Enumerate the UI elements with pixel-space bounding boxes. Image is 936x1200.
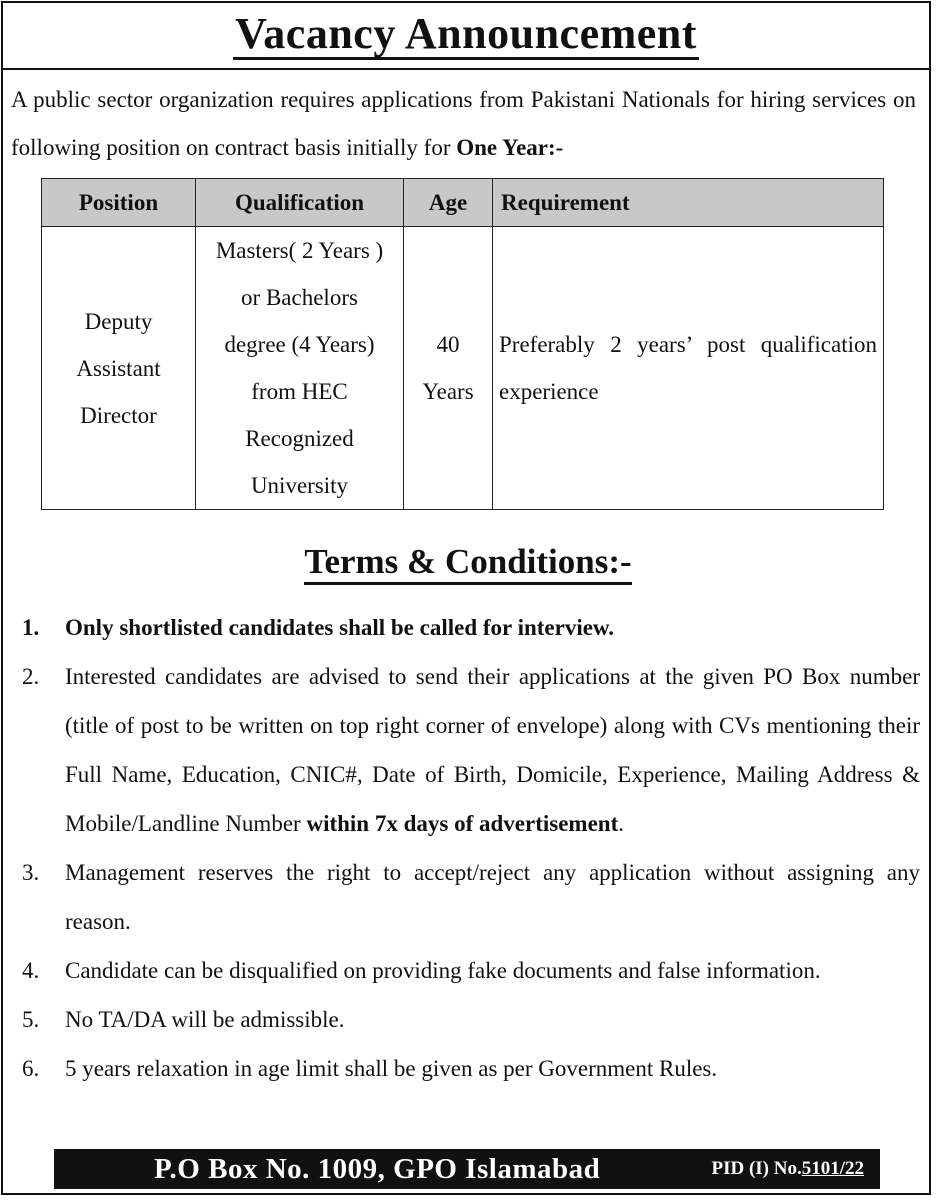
term-text [65, 652, 920, 848]
vacancy-table [41, 178, 884, 510]
terms-heading: Terms & Conditions:- [304, 542, 631, 585]
position-line: Director [80, 402, 157, 428]
term-number: 4. [22, 958, 40, 983]
term-text: 5 years relaxation in age limit shall be given as per Government Rules. [65, 1056, 718, 1081]
term-number: 5. [22, 1007, 40, 1032]
list-item [22, 995, 920, 1044]
table-row [42, 227, 884, 510]
terms-list [22, 603, 920, 1093]
term-number: 6. [22, 1056, 40, 1081]
contract-duration: One Year:- [456, 135, 564, 160]
footer-bar [54, 1149, 880, 1189]
qualification-line: Recognized [245, 426, 354, 451]
terms-heading-wrap [0, 540, 936, 584]
intro-text: A public sector organization requires applications from Pakistani Nationals for hiring services on following position on contract basis initially for [11, 87, 916, 160]
pid-value: 5101/22 [801, 1158, 864, 1179]
cell-position [42, 227, 196, 510]
age-line: 40 [436, 332, 460, 357]
intro-paragraph [11, 76, 916, 172]
term-number: 1. [22, 615, 40, 640]
term-text: Management reserves the right to accept/reject any application without assigning any reason. [65, 860, 920, 934]
cell-requirement: Preferably 2 years’ post qualification experience [493, 227, 884, 510]
cell-age [404, 227, 493, 510]
list-item [22, 848, 920, 946]
pid-prefix: PID (I) No. [711, 1158, 802, 1179]
position-line: Assistant [76, 355, 161, 381]
qualification-line: Masters( 2 Years ) [215, 238, 384, 263]
qualification-line: or Bachelors [241, 285, 358, 310]
term-number: 2. [22, 664, 40, 689]
position-line: Deputy [84, 308, 153, 334]
list-item [22, 652, 920, 848]
header-position: Position [42, 179, 196, 227]
term-tail: . [618, 811, 624, 836]
list-item [22, 603, 920, 652]
qualification-line: degree (4 Years) [224, 332, 375, 357]
term-number: 3. [22, 860, 40, 885]
page-title: Vacancy Announcement [235, 9, 697, 58]
list-item [22, 946, 920, 995]
po-box-address: P.O Box No. 1009, GPO Islamabad [154, 1153, 601, 1185]
age-line: Years [422, 379, 474, 404]
list-item [22, 1044, 920, 1093]
header-requirement: Requirement [493, 179, 884, 227]
qualification-line: from HEC [251, 379, 348, 404]
term-body: Interested candidates are advised to send their applications at the given PO Box number (title of post to be written on top right corner of envelope) along with CVs mentioning their Full Name, Education, CNIC#, Date of Birth, Domicile, Experience, Mailing Address & Mobile/Landline Number [65, 664, 920, 836]
title-bar [3, 3, 929, 70]
term-text: No TA/DA will be admissible. [65, 1007, 345, 1032]
term-text: Candidate can be disqualified on providing fake documents and false information. [65, 958, 821, 983]
qualification-line: University [250, 473, 349, 498]
cell-qualification [196, 227, 404, 510]
header-qualification: Qualification [196, 179, 404, 227]
pid-number [711, 1149, 864, 1189]
table-header-row [42, 179, 884, 227]
header-age: Age [404, 179, 493, 227]
term-text: Only shortlisted candidates shall be called for interview. [65, 615, 615, 640]
term-deadline: within 7x days of advertisement [306, 811, 619, 836]
